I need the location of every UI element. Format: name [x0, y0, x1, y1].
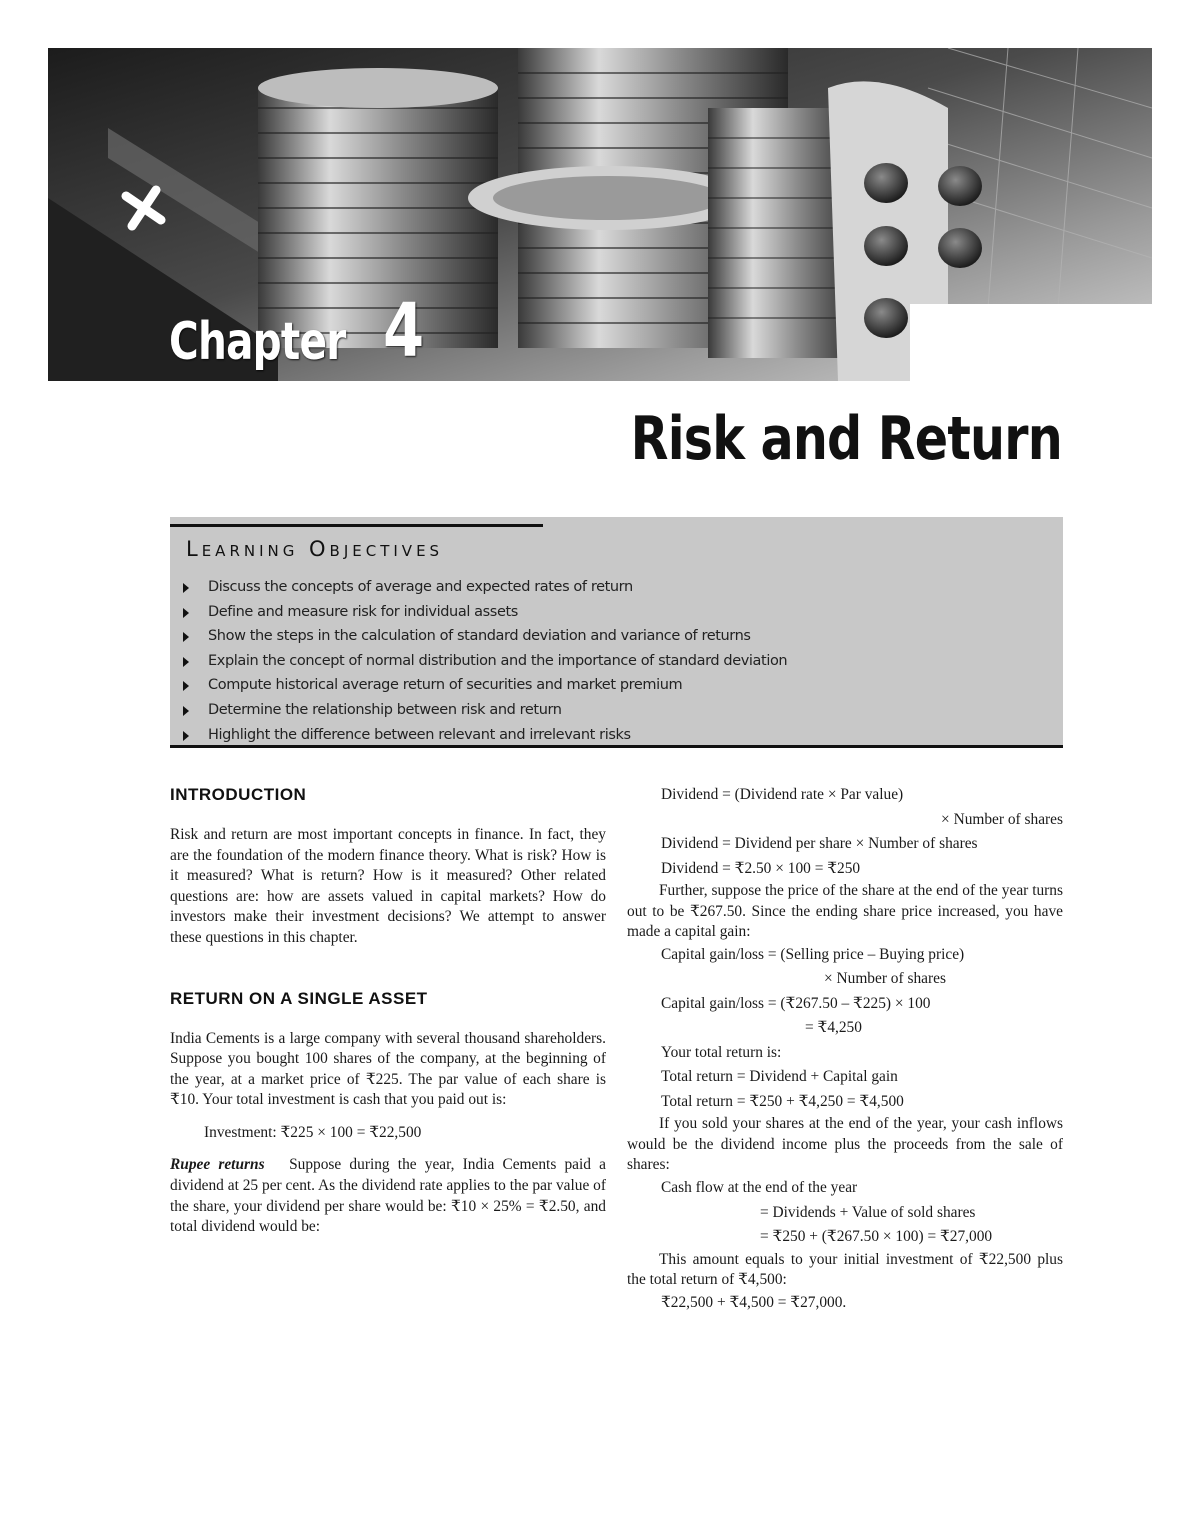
- chapter-word: Chapter: [169, 312, 346, 372]
- sold-shares-paragraph: If you sold your shares at the end of the year, your cash inflows would be the dividend income plus the proceeds from the sale of shares:: [627, 1115, 1063, 1174]
- capital-gain-formula-2: Capital gain/loss = (₹267.50 – ₹225) × 100: [661, 994, 931, 1012]
- objective-text: Explain the concept of normal distribution and the importance of standard deviation: [208, 652, 788, 669]
- introduction-heading: INTRODUCTION: [170, 785, 307, 804]
- rupee-returns-text: Suppose during the year, India Cements paid a dividend at 25 per cent. As the dividend rate applies to the par value of the share, your dividend per share would be: ₹10 × 25% = ₹2.50, and total dividend would be:: [170, 1156, 606, 1236]
- cash-flow-formula-1: Cash flow at the end of the year: [661, 1179, 858, 1197]
- triangle-bullet-icon: [183, 731, 189, 741]
- dividend-formula-3: Dividend = ₹2.50 × 100 = ₹250: [661, 859, 861, 877]
- single-asset-paragraph: India Cements is a large company with several thousand shareholders. Suppose you bought 100 shares of the company, at the beginning of the year, at a market price of ₹225. The par value of each share is ₹10. Your total investment is cash that you paid out is:: [170, 1029, 606, 1109]
- objective-item: [170, 673, 787, 698]
- rupee-returns-runin: Rupee returns: [170, 1156, 265, 1174]
- total-return-formula-1: Total return = Dividend + Capital gain: [661, 1068, 898, 1086]
- objective-item: [170, 575, 787, 600]
- objective-item: [170, 600, 787, 625]
- learning-objectives-box: [170, 517, 1063, 748]
- banner-cutout: [910, 304, 1152, 381]
- final-formula: ₹22,500 + ₹4,500 = ₹27,000.: [661, 1293, 847, 1311]
- objective-text: Determine the relationship between risk and return: [208, 701, 562, 718]
- triangle-bullet-icon: [183, 657, 189, 667]
- dividend-formula-2: Dividend = Dividend per share × Number of shares: [661, 835, 978, 852]
- objective-text: Highlight the difference between relevant and irrelevant risks: [208, 726, 631, 743]
- triangle-bullet-icon: [183, 583, 189, 593]
- dividend-formula-1-cont: × Number of shares: [941, 810, 1063, 828]
- dividend-formula-1: Dividend = (Dividend rate × Par value): [661, 786, 904, 803]
- objective-item: [170, 698, 787, 723]
- objective-item: [170, 649, 787, 674]
- introduction-paragraph: Risk and return are most important concepts in finance. In fact, they are the foundation of the modern finance theory. What is risk? How is it measured? What is return? How is it measured? Other related questions are: how are assets valued in capital markets? How do investors make their investment decisions? We attempt to answer these questions in this chapter.: [170, 826, 606, 946]
- capital-gain-formula-1: Capital gain/loss = (Selling price – Buying price): [661, 945, 965, 963]
- objective-item: [170, 723, 787, 748]
- total-return-intro: Your total return is:: [661, 1043, 782, 1061]
- cash-flow-formula-2: = Dividends + Value of sold shares: [760, 1203, 976, 1221]
- investment-formula: Investment: ₹225 × 100 = ₹22,500: [204, 1123, 422, 1141]
- capital-gain-formula-2-cont: = ₹4,250: [805, 1019, 862, 1037]
- objective-item: [170, 624, 787, 649]
- total-return-formula-2: Total return = ₹250 + ₹4,250 = ₹4,500: [661, 1092, 904, 1110]
- capital-gain-formula-1-cont: × Number of shares: [824, 970, 946, 988]
- learning-objectives-list: [170, 575, 787, 747]
- chapter-banner: [48, 48, 1152, 381]
- single-asset-heading: RETURN ON A SINGLE ASSET: [170, 988, 428, 1008]
- rupee-returns-paragraph: [170, 1155, 606, 1237]
- objective-text: Compute historical average return of securities and market premium: [208, 677, 683, 694]
- cash-flow-formula-3: = ₹250 + (₹267.50 × 100) = ₹27,000: [760, 1228, 993, 1246]
- initial-investment-paragraph: This amount equals to your initial investment of ₹22,500 plus the total return of ₹4,500:: [627, 1250, 1063, 1289]
- objective-text: Define and measure risk for individual assets: [208, 603, 518, 620]
- chapter-number: 4: [383, 288, 424, 374]
- capital-gain-intro: Further, suppose the price of the share at the end of the year turns out to be ₹267.50. Since the ending share price increased, you have made a capital gain:: [627, 882, 1063, 941]
- chapter-title: Risk and Return: [630, 404, 1062, 474]
- objectives-top-rule: [170, 524, 543, 527]
- learning-objectives-heading: Learning Objectives: [186, 537, 444, 561]
- objective-text: Discuss the concepts of average and expected rates of return: [208, 579, 633, 595]
- objective-text: Show the steps in the calculation of standard deviation and variance of returns: [208, 628, 751, 645]
- triangle-bullet-icon: [183, 632, 189, 642]
- right-column: [627, 783, 1063, 1315]
- triangle-bullet-icon: [183, 706, 189, 716]
- triangle-bullet-icon: [183, 681, 189, 691]
- chapter-label: [169, 288, 434, 374]
- triangle-bullet-icon: [183, 608, 189, 618]
- left-column: [170, 783, 606, 1238]
